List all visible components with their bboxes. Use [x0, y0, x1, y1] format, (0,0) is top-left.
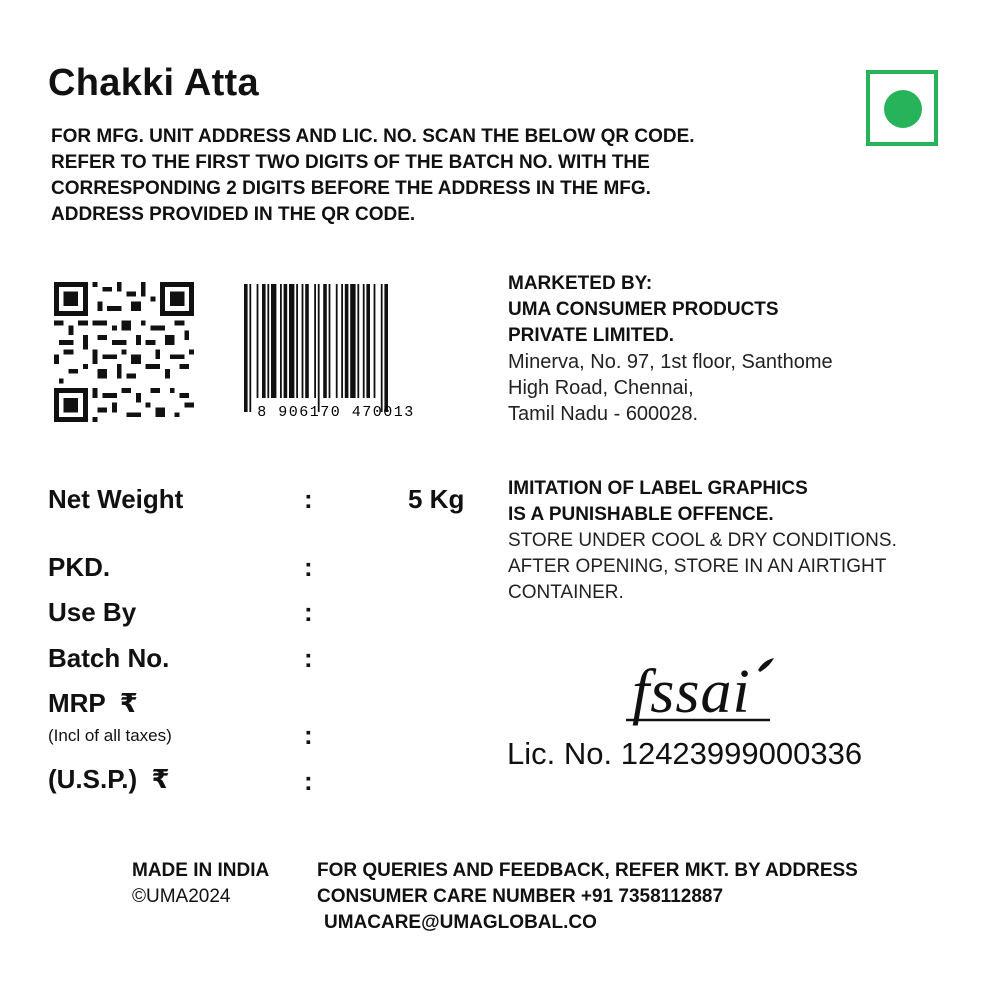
fssai-logo-text: fssai [632, 658, 751, 726]
mfg-notice [51, 124, 695, 228]
consumer-care-number: CONSUMER CARE NUMBER +91 7358112887 [317, 886, 724, 907]
net-weight-label: Net Weight [48, 484, 184, 514]
batch-no-label: Batch No. [48, 643, 170, 673]
mrp-label: MRP ₹ [48, 688, 138, 718]
license-number: Lic. No. 12423999000336 [507, 736, 863, 771]
marketed-by-block [508, 271, 833, 427]
net-weight-value: 5 Kg [408, 484, 465, 514]
storage-text: CONTAINER. [508, 582, 624, 603]
company-name: PRIVATE LIMITED. [508, 325, 675, 346]
use-by-label: Use By [48, 597, 137, 627]
mrp-note: (Incl of all taxes) [48, 726, 172, 745]
copyright: ©UMA2024 [132, 886, 231, 907]
colon: : [304, 552, 313, 582]
qr-code-icon[interactable] [54, 282, 194, 422]
address-line: Tamil Nadu - 600028. [508, 403, 699, 425]
made-in-india: MADE IN INDIA [132, 860, 270, 881]
warning-text: IMITATION OF LABEL GRAPHICS [508, 478, 808, 499]
mfg-notice-line: REFER TO THE FIRST TWO DIGITS OF THE BATCH NO. WITH THE [51, 152, 650, 173]
warning-text: IS A PUNISHABLE OFFENCE. [508, 504, 774, 525]
fssai-logo [620, 650, 780, 730]
colon: : [304, 597, 313, 627]
company-name: UMA CONSUMER PRODUCTS [508, 299, 779, 320]
storage-text: STORE UNDER COOL & DRY CONDITIONS. [508, 530, 897, 551]
care-email[interactable]: UMACARE@UMAGLOBAL.CO [324, 912, 597, 933]
mfg-notice-line: ADDRESS PROVIDED IN THE QR CODE. [51, 204, 416, 225]
barcode-number: 8 906170 470013 [257, 404, 415, 420]
barcode-icon [236, 284, 436, 420]
usp-label: (U.S.P.) ₹ [48, 764, 170, 794]
mfg-notice-line: FOR MFG. UNIT ADDRESS AND LIC. NO. SCAN THE BELOW QR CODE. [51, 126, 695, 147]
product-title: Chakki Atta [48, 62, 259, 104]
colon: : [304, 720, 313, 750]
pkd-label: PKD. [48, 552, 111, 582]
mfg-notice-line: CORRESPONDING 2 DIGITS BEFORE THE ADDRESS IN THE MFG. [51, 178, 651, 199]
warning-block [508, 476, 897, 606]
colon: : [304, 766, 313, 796]
footer-right [317, 858, 858, 936]
address-line: High Road, Chennai, [508, 377, 694, 399]
footer-left [132, 858, 269, 910]
storage-text: AFTER OPENING, STORE IN AN AIRTIGHT [508, 556, 887, 577]
veg-mark-icon [866, 70, 938, 146]
queries-text: FOR QUERIES AND FEEDBACK, REFER MKT. BY ADDRESS [317, 860, 858, 881]
address-line: Minerva, No. 97, 1st floor, Santhome [508, 351, 833, 373]
colon: : [304, 643, 313, 673]
marketed-by-heading: MARKETED BY: [508, 273, 653, 294]
colon: : [304, 484, 313, 514]
